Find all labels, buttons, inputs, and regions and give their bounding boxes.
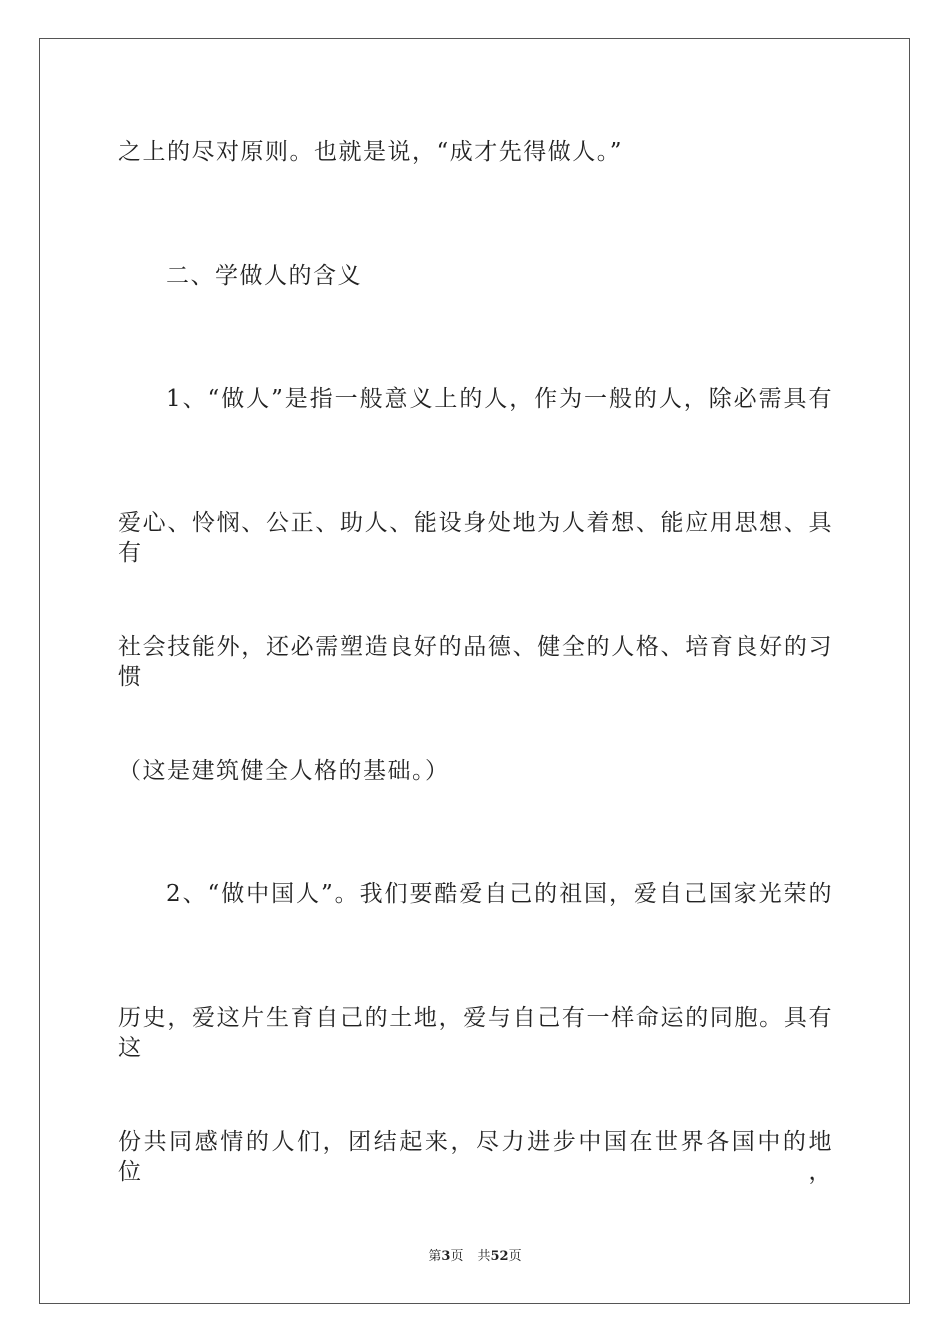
paragraph-line-8: 份共同感情的人们，团结起来，尽力进步中国在世界各国中的地位， bbox=[118, 1129, 833, 1185]
total-pages: 52 bbox=[490, 1249, 509, 1264]
paragraph-line-4: 社会技能外，还必需塑造良好的品德、健全的人格、培育良好的习惯 bbox=[118, 634, 833, 690]
paragraph-line-2: 1、“做人”是指一般意义上的人，作为一般的人，除必需具有 bbox=[166, 386, 833, 412]
section-heading: 二、学做人的含义 bbox=[166, 263, 362, 289]
paragraph-line-6: 2、“做中国人”。我们要酷爱自己的祖国，爱自己国家光荣的 bbox=[166, 881, 833, 907]
paragraph-line-5: （这是建筑健全人格的基础。） bbox=[118, 758, 450, 784]
footer-page-suffix: 页 bbox=[450, 1249, 464, 1264]
footer-total-suffix: 页 bbox=[508, 1249, 522, 1264]
footer-total-prefix: 共 bbox=[477, 1249, 491, 1264]
paragraph-line-7: 历史，爱这片生育自己的土地，爱与自己有一样命运的同胞。具有这 bbox=[118, 1005, 833, 1061]
page-footer bbox=[0, 1248, 950, 1266]
paragraph-line-1: 之上的尽对原则。也就是说，“成才先得做人。” bbox=[118, 139, 624, 165]
footer-prefix: 第 bbox=[428, 1249, 442, 1264]
page-number: 3 bbox=[441, 1249, 451, 1264]
paragraph-line-3: 爱心、怜悯、公正、助人、能设身处地为人着想、能应用思想、具有 bbox=[118, 510, 833, 566]
